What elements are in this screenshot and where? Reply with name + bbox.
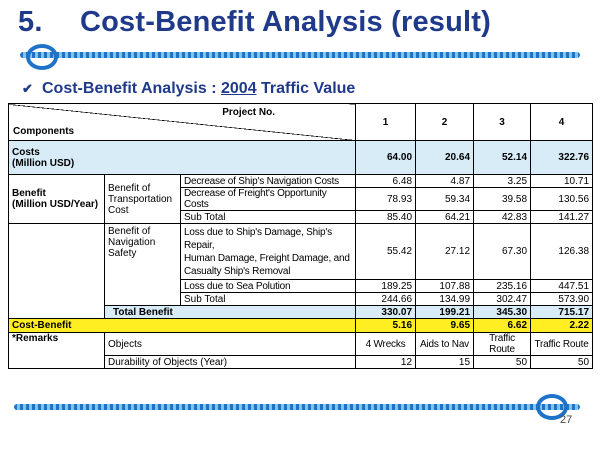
costs-value-1: 64.00 — [356, 141, 416, 175]
table-cell: 67.30 — [474, 224, 531, 280]
header-components-label: Components — [13, 126, 75, 137]
table-cell: 64.21 — [416, 211, 474, 224]
objects-label: Objects — [105, 333, 356, 356]
subtitle-prefix: Cost-Benefit Analysis : — [42, 80, 221, 97]
table-cell: 15 — [416, 356, 474, 369]
header-project-label: Project No. — [222, 107, 276, 118]
table-row — [9, 175, 593, 188]
table-cell: 27.12 — [416, 224, 474, 280]
table-cell: 235.16 — [474, 280, 531, 293]
project-header-3: 3 — [474, 104, 531, 141]
benefit-spacer-cell — [9, 224, 105, 319]
costs-label: Costs (Million USD) — [9, 141, 356, 175]
navigation-subtotal-label: Sub Total — [181, 293, 356, 306]
table-cell: 134.99 — [416, 293, 474, 306]
table-cell: 573.90 — [531, 293, 593, 306]
page-number: 27 — [560, 414, 573, 426]
checkmark-bullet-icon: ✔ — [22, 81, 33, 96]
table-cell: 345.30 — [474, 306, 531, 319]
cost-benefit-table — [8, 103, 593, 369]
table-header-row — [9, 104, 593, 141]
subtitle-suffix: Traffic Value — [256, 80, 356, 97]
table-cell: 302.47 — [474, 293, 531, 306]
table-cell: Traffic Route — [474, 333, 531, 356]
project-header-4: 4 — [531, 104, 593, 141]
table-cell: 2.22 — [531, 319, 593, 333]
table-cell: 189.25 — [356, 280, 416, 293]
transport-subtotal-label: Sub Total — [181, 211, 356, 224]
table-cell: 12 — [356, 356, 416, 369]
slide-number: 5. — [18, 6, 43, 38]
subtitle-year: 2004 — [221, 80, 257, 97]
table-cell: 9.65 — [416, 319, 474, 333]
table-cell: 126.38 — [531, 224, 593, 280]
total-benefit-label: Total Benefit — [105, 306, 356, 319]
costs-value-4: 322.76 — [531, 141, 593, 175]
cost-benefit-label: Cost-Benefit — [9, 319, 356, 333]
rope-knot-icon — [26, 44, 58, 70]
project-header-1: 1 — [356, 104, 416, 141]
table-cell: 5.16 — [356, 319, 416, 333]
transport-row-label-1: Decrease of Ship's Navigation Costs — [181, 175, 356, 188]
costs-row — [9, 141, 593, 175]
durability-label: Durability of Objects (Year) — [105, 356, 356, 369]
navigation-row-label-2: Loss due to Sea Polution — [181, 280, 356, 293]
slide-title — [18, 6, 491, 39]
table-cell: 10.71 — [531, 175, 593, 188]
table-cell: 39.58 — [474, 188, 531, 211]
costs-value-3: 52.14 — [474, 141, 531, 175]
table-cell: Aids to Nav — [416, 333, 474, 356]
table-cell: 50 — [531, 356, 593, 369]
table-cell: 55.42 — [356, 224, 416, 280]
table-cell: 4 Wrecks — [356, 333, 416, 356]
table-cell: 199.21 — [416, 306, 474, 319]
remarks-label: *Remarks — [9, 333, 105, 369]
table-cell: 4.87 — [416, 175, 474, 188]
rope-divider-bottom — [14, 404, 580, 410]
benefit-label: Benefit (Million USD/Year) — [9, 175, 105, 224]
navigation-row-label-1: Loss due to Ship's Damage, Ship's Repair, Human Damage, Freight Damage, and Casualty Ship's Removal — [181, 224, 356, 280]
table-cell: 78.93 — [356, 188, 416, 211]
table-cell: 6.48 — [356, 175, 416, 188]
table-cell: 330.07 — [356, 306, 416, 319]
costs-value-2: 20.64 — [416, 141, 474, 175]
table-cell: 50 — [474, 356, 531, 369]
navigation-group-label: Benefit of Navigation Safety — [105, 224, 181, 306]
table-row — [9, 333, 593, 356]
section-subtitle — [22, 80, 355, 98]
table-cell: 244.66 — [356, 293, 416, 306]
table-cell: 107.88 — [416, 280, 474, 293]
table-cell: 6.62 — [474, 319, 531, 333]
table-cell: 141.27 — [531, 211, 593, 224]
rope-divider-top — [20, 52, 580, 58]
transport-row-label-2: Decrease of Freight's Opportunity Costs — [181, 188, 356, 211]
table-cell: 130.56 — [531, 188, 593, 211]
table-cell: Traffic Route — [531, 333, 593, 356]
table-cell: 42.83 — [474, 211, 531, 224]
table-cell: 715.17 — [531, 306, 593, 319]
slide-title-text: Cost-Benefit Analysis (result) — [80, 6, 491, 38]
table-cell: 59.34 — [416, 188, 474, 211]
project-header-2: 2 — [416, 104, 474, 141]
table-cell: 3.25 — [474, 175, 531, 188]
table-cell: 85.40 — [356, 211, 416, 224]
cost-benefit-row — [9, 319, 593, 333]
transport-group-label: Benefit of Transportation Cost — [105, 175, 181, 224]
table-row — [9, 224, 593, 280]
header-diagonal-cell — [9, 104, 356, 141]
table-cell: 447.51 — [531, 280, 593, 293]
